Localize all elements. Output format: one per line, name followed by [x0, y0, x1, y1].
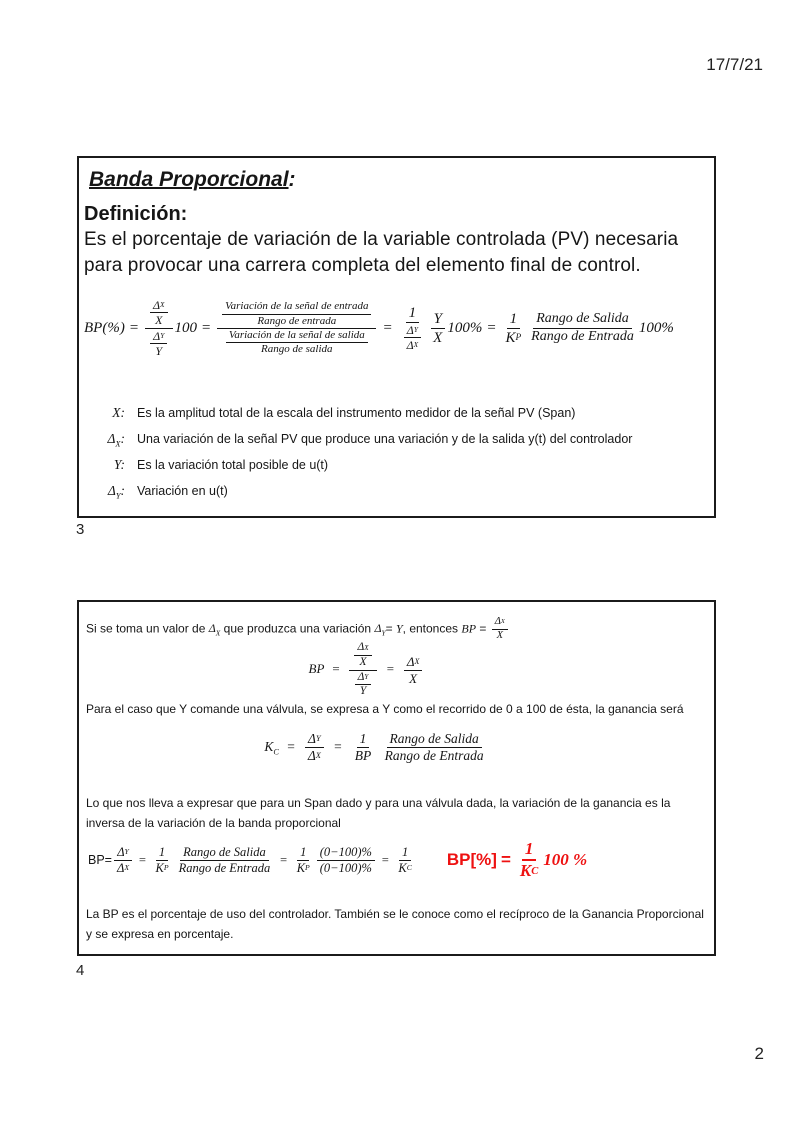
equals-sign: = — [380, 852, 390, 867]
factor-100-percent: 100 % — [543, 850, 588, 870]
equals-sign: = — [476, 621, 490, 636]
fraction-delta-y-over-y — [355, 671, 372, 700]
equals-sign: = — [331, 661, 341, 677]
numerator: 1 — [507, 310, 521, 329]
fraction-signal-ratios — [217, 300, 376, 356]
delta-symbol: Δ — [374, 621, 382, 636]
denominator: Rango de Entrada — [531, 328, 634, 344]
fraction-input — [222, 300, 371, 327]
delta-symbol: Δ — [107, 431, 116, 446]
definition-delta-x: Una variación de la señal PV que produce una variación y de la salida y(t) del controlador — [137, 432, 633, 446]
subscript-x: X — [215, 628, 221, 638]
fraction-delta-ratio — [305, 731, 324, 764]
numerator: Δ X — [404, 654, 423, 671]
denominator: Δ X — [406, 338, 419, 353]
equals-sign: = — [500, 850, 511, 870]
kc-symbol — [264, 738, 279, 757]
denominator: K P — [296, 860, 310, 875]
numerator: Y — [431, 310, 445, 329]
delta-x — [208, 621, 221, 638]
fraction-delta-ratio — [114, 845, 132, 876]
k-symbol: K — [398, 860, 407, 875]
definition-heading-colon: : — [180, 203, 188, 226]
colon: : — [120, 405, 125, 420]
equals-sign: = — [286, 738, 296, 754]
subscript-y: Y — [115, 491, 121, 501]
denominator: K P — [505, 329, 522, 346]
colon: : — [120, 457, 125, 472]
bp-equals: BP= — [88, 853, 112, 868]
denominator — [350, 671, 377, 700]
fraction-ranges — [176, 845, 274, 876]
fraction-delta-x-over-x — [354, 641, 371, 670]
k-symbol: K — [296, 860, 306, 875]
fraction-one-over-kp — [294, 845, 313, 876]
final-paragraph: La BP es el porcentaje de uso del controlador. También se le conoce como el recíproco de la Ganancia Proporcional y se expresa en porcentaje. — [86, 907, 704, 941]
numerator: Δ Y — [355, 671, 372, 686]
bp-percent-red-formula — [447, 839, 587, 882]
definition-heading-text: Definición — [84, 203, 181, 226]
numerator: Variación de la señal de salida — [226, 329, 368, 343]
delta-symbol: Δ — [153, 328, 161, 343]
delta-symbol: Δ — [107, 483, 116, 498]
slide-title-text: Banda Proporcional — [89, 168, 289, 191]
fraction-one-over-kc — [517, 839, 541, 882]
term-delta-y — [108, 483, 125, 499]
denominator: X — [496, 629, 504, 641]
fraction-ranges — [528, 311, 637, 346]
fraction-0-100-percent — [317, 845, 375, 876]
factor-100-percent: 100% — [638, 319, 674, 336]
term-y — [114, 457, 125, 473]
k-symbol: K — [264, 738, 274, 754]
fraction-y-over-x — [430, 310, 445, 347]
intro-line — [86, 616, 510, 642]
header-date: 17/7/21 — [706, 55, 763, 74]
denominator — [145, 329, 172, 359]
numerator: 1 — [357, 731, 370, 748]
fraction — [145, 298, 173, 359]
equals-sign: = — [486, 319, 497, 336]
delta-symbol: Δ — [152, 298, 160, 312]
numerator: Δ X — [354, 641, 371, 656]
kc-formula — [79, 731, 674, 764]
equals-sign: = — [128, 319, 139, 336]
fraction-one-over-gain — [399, 304, 427, 353]
slide-3-banda-proporcional — [77, 156, 716, 518]
equals-sign: = — [279, 852, 288, 867]
x-symbol: X — [112, 405, 121, 420]
denominator: Rango de Entrada — [178, 860, 271, 875]
denominator: Y — [155, 344, 163, 359]
numerator: Δ Y — [114, 845, 132, 861]
delta-symbol: Δ — [208, 621, 216, 636]
numerator: Δ Y — [305, 731, 324, 748]
denominator: Δ X — [116, 860, 130, 875]
denominator: X — [155, 313, 163, 328]
denominator: X — [409, 670, 418, 686]
numerator: Δ Y — [150, 329, 167, 344]
subscript-x: X — [115, 439, 121, 449]
subscript-c: C — [273, 747, 279, 757]
denominator — [221, 329, 373, 356]
numerator: 1 — [297, 845, 309, 861]
numerator: Δ Y — [404, 323, 421, 338]
factor-100-percent: 100% — [447, 319, 483, 336]
fraction-delta-x-over-x — [150, 298, 168, 328]
slide-title — [89, 167, 714, 192]
fraction-one-over-bp — [352, 731, 375, 764]
fraction — [349, 641, 376, 699]
subscript-y: Y — [381, 628, 386, 638]
delta-symbol: Δ — [117, 844, 125, 859]
bp-formula — [79, 641, 654, 699]
text: , entonces — [402, 621, 462, 636]
numerator — [145, 298, 173, 329]
bp-symbol: BP — [461, 621, 477, 636]
bp-bracket: BP[%] — [446, 850, 497, 870]
term-x — [112, 405, 125, 421]
equals-sign: = — [138, 852, 147, 867]
denominator: (0−100)% — [319, 860, 372, 875]
numerator: Δ X — [492, 616, 508, 630]
denominator: X — [433, 329, 443, 346]
denominator: Rango de Entrada — [384, 748, 484, 764]
symbol-definitions — [89, 405, 632, 499]
fraction-delta-x-over-x — [404, 654, 423, 686]
definition-delta-y: Variación en u(t) — [137, 484, 228, 498]
text: que produzca una variación — [220, 621, 375, 636]
text: Si se toma un valor de — [86, 621, 209, 636]
equals-sign: = — [382, 319, 393, 336]
colon: : — [120, 431, 125, 446]
slide-4-bp-ganancia — [77, 600, 716, 956]
delta-symbol: Δ — [307, 748, 316, 764]
denominator: K C — [519, 861, 539, 881]
bp-percent-formula — [84, 298, 674, 359]
definition-paragraph: Es el porcentaje de variación de la variable controlada (PV) necesaria para provocar una carrera completa del elemento final de control. — [84, 229, 679, 276]
slide-number-4: 4 — [76, 962, 85, 979]
fraction-delta-ratio — [404, 323, 422, 353]
factor-100: 100 — [174, 319, 198, 336]
numerator: (0−100)% — [317, 845, 375, 861]
numerator — [349, 641, 376, 671]
slide-title-colon: : — [288, 168, 296, 191]
delta-symbol: Δ — [406, 654, 415, 669]
fraction-delta-x-over-x — [492, 616, 508, 642]
delta-symbol: Δ — [308, 731, 316, 746]
delta-y — [374, 621, 386, 638]
delta-symbol: Δ — [357, 670, 365, 683]
denominator: Δ X — [307, 748, 321, 764]
numerator: 1 — [399, 845, 411, 861]
term-delta-x — [107, 431, 125, 447]
numerator: Rango de Salida — [387, 731, 482, 748]
bp-symbol: BP — [308, 661, 325, 677]
fraction-one-over-kp — [502, 310, 524, 347]
bp-chain-formula — [88, 845, 417, 876]
denominator — [399, 323, 427, 353]
colon: : — [120, 483, 125, 498]
y-symbol: Y — [113, 457, 121, 472]
numerator: Rango de Salida — [533, 311, 632, 329]
denominator: Rango de entrada — [257, 314, 337, 327]
page-number: 2 — [754, 1044, 764, 1063]
equals-sign: = — [333, 738, 343, 754]
numerator: Variación de la señal de entrada — [222, 300, 371, 314]
denominator: K P — [155, 860, 169, 875]
equals-sign: = — [201, 319, 212, 336]
delta-symbol: Δ — [357, 641, 365, 653]
numerator: 1 — [156, 845, 168, 861]
numerator — [217, 300, 376, 328]
delta-symbol: Δ — [406, 338, 414, 353]
valve-paragraph: Para el caso que Y comande una válvula, se expresa a Y como el recorrido de 0 a 100 de ésta, la ganancia será — [86, 702, 684, 716]
denominator: BP — [354, 748, 372, 764]
slide-number-3: 3 — [76, 521, 85, 538]
numerator: 1 — [406, 304, 420, 323]
k-symbol: K — [519, 861, 532, 881]
span-paragraph: Lo que nos lleva a expresar que para un Span dado y para una válvula dada, la variación de la ganancia es la inversa de la variación de la banda proporcional — [86, 796, 671, 830]
y-symbol: Y — [395, 621, 403, 636]
definition-x: Es la amplitud total de la escala del instrumento medidor de la señal PV (Span) — [137, 406, 576, 420]
definition-y: Es la variación total posible de u(t) — [137, 458, 329, 472]
numerator: Δ X — [150, 298, 168, 313]
denominator: K C — [398, 860, 412, 875]
numerator: 1 — [522, 839, 537, 861]
delta-symbol: Δ — [406, 322, 414, 337]
k-symbol: K — [155, 860, 164, 875]
fraction-ranges — [382, 731, 487, 764]
fraction-output — [226, 329, 368, 356]
fraction-delta-y-over-y — [150, 329, 167, 359]
fraction-one-over-kc — [395, 845, 415, 876]
fraction-one-over-kp — [153, 845, 172, 876]
bp-chain-row — [88, 839, 587, 882]
denominator: Y — [359, 685, 367, 698]
definition-heading — [84, 202, 714, 226]
formula-lhs: BP(%) — [84, 319, 125, 336]
denominator: Rango de salida — [261, 342, 333, 355]
delta-symbol: Δ — [494, 616, 501, 627]
k-symbol: K — [505, 329, 516, 346]
equals-sign: = — [385, 621, 396, 636]
delta-symbol: Δ — [116, 860, 125, 875]
denominator: X — [359, 655, 367, 668]
numerator: Rango de Salida — [180, 845, 269, 861]
equals-sign: = — [385, 661, 395, 677]
